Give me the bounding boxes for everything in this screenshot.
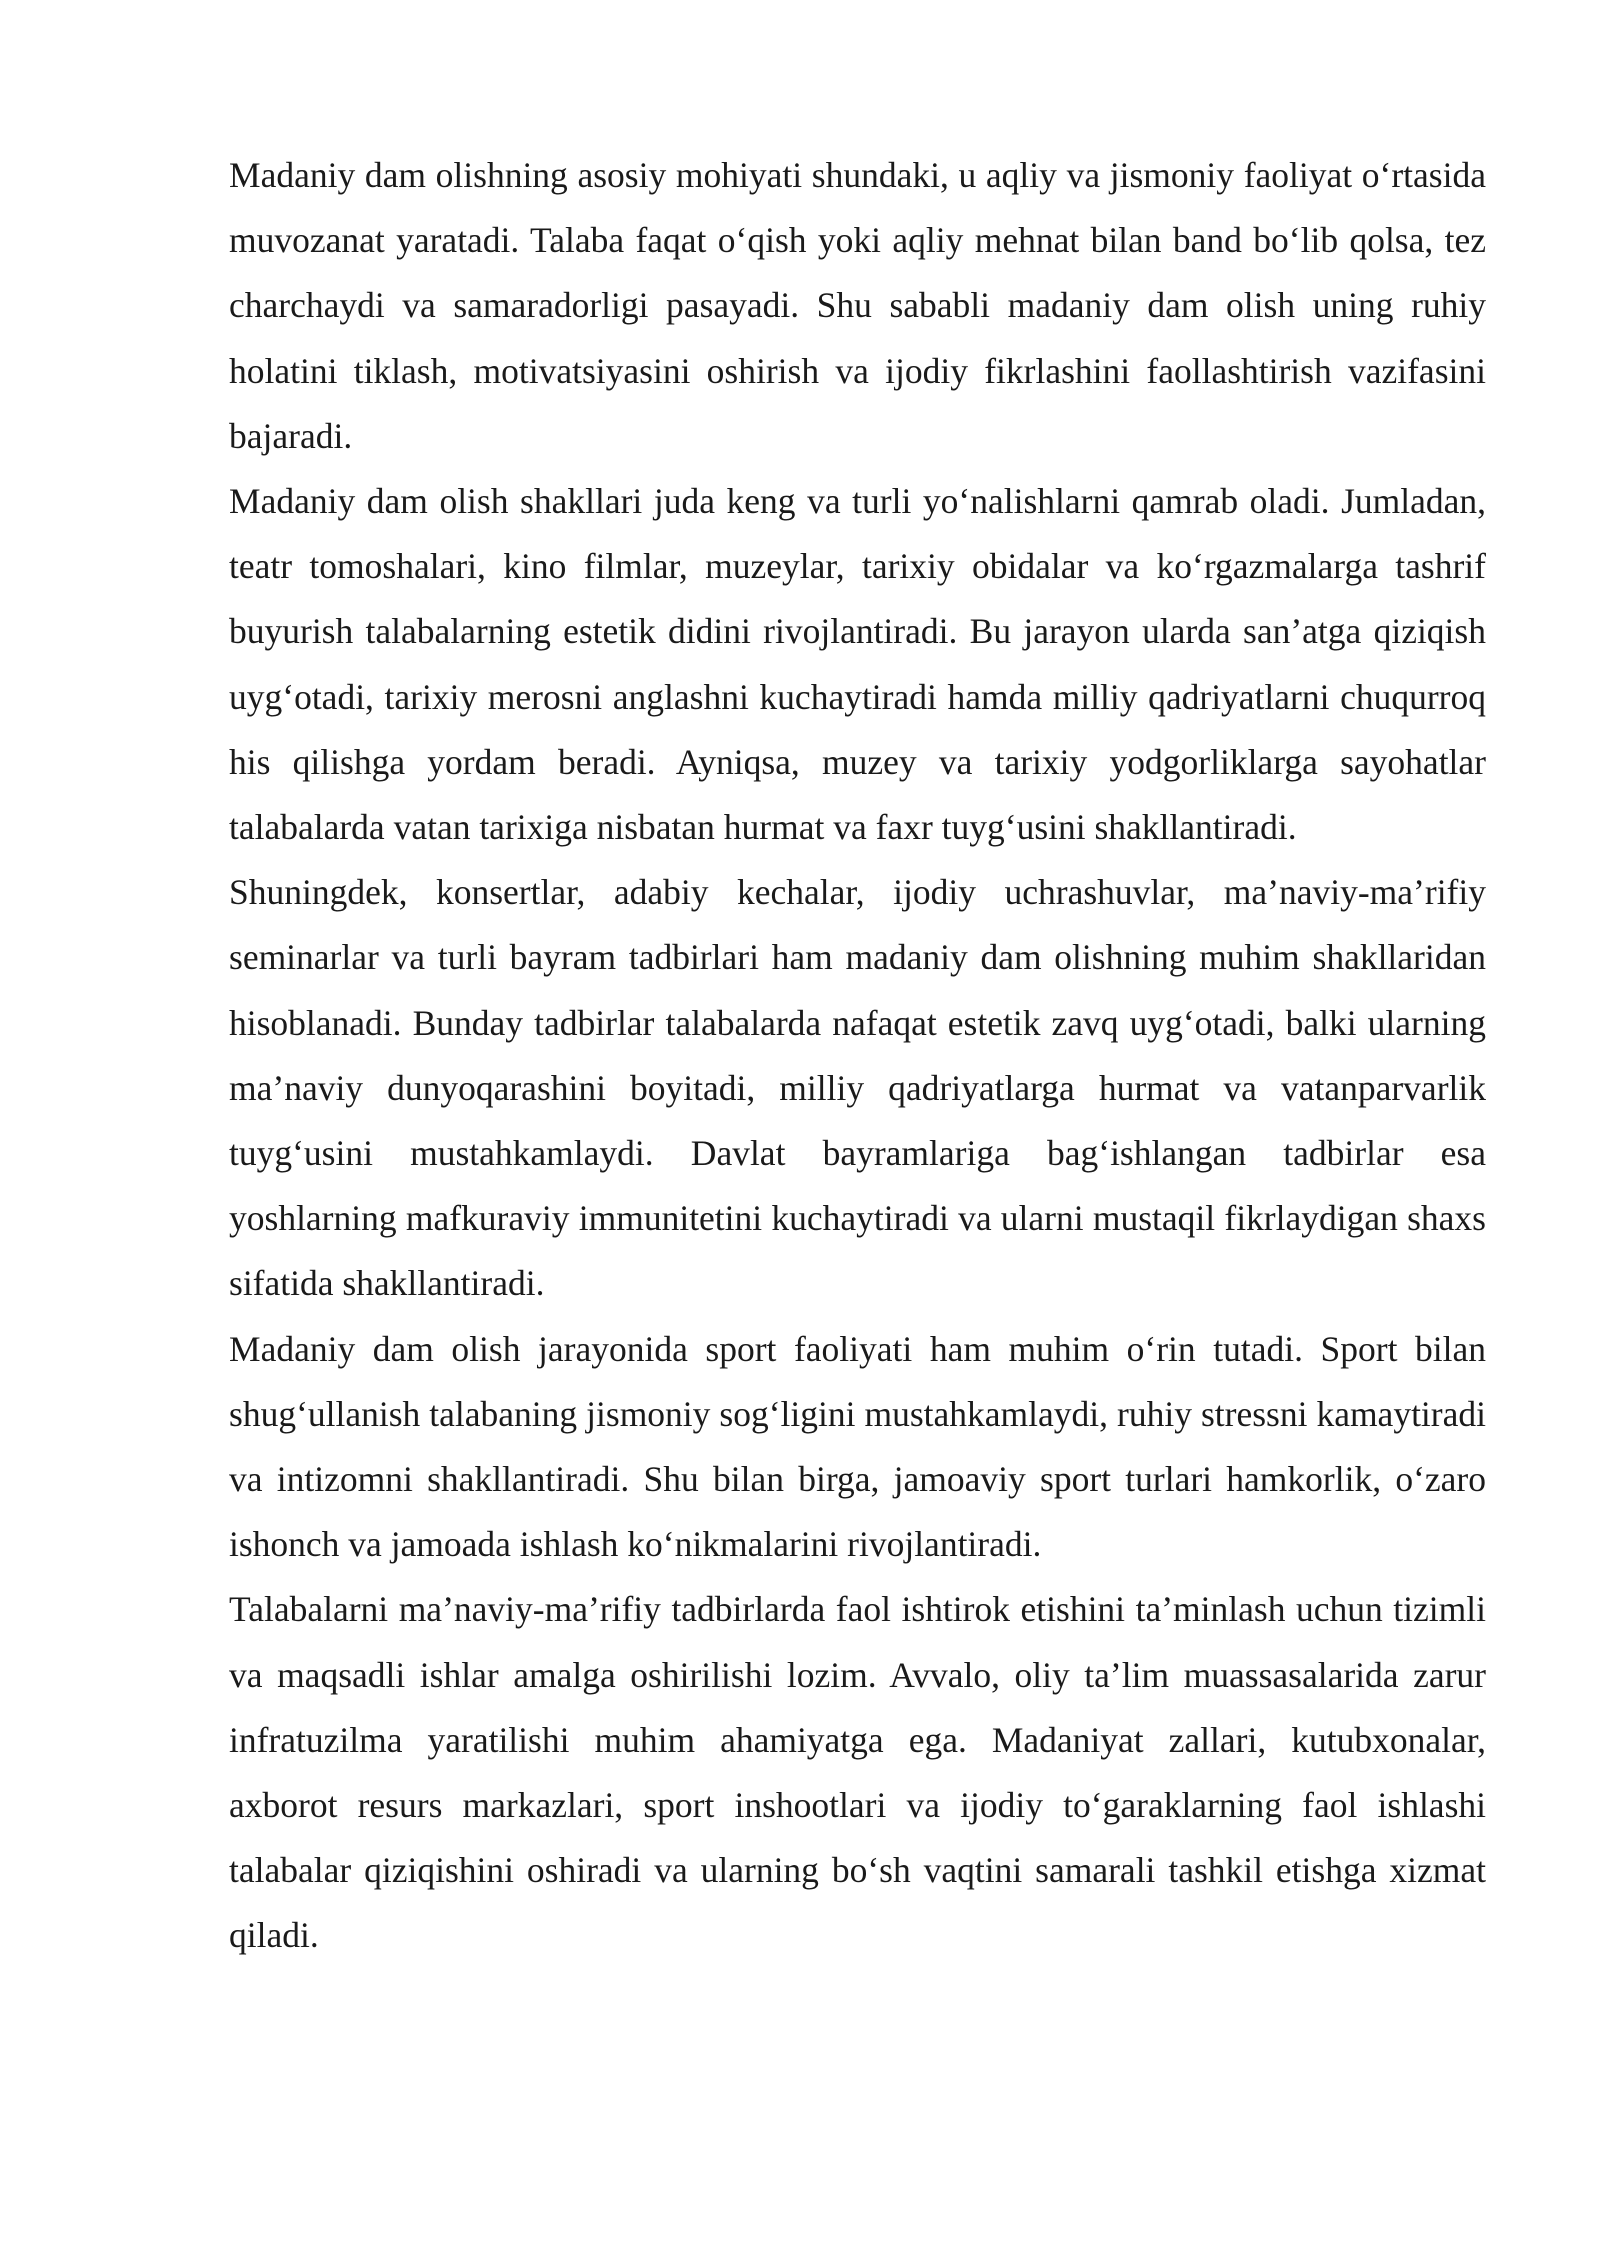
document-body: [229, 143, 1486, 1969]
paragraph-2: Madaniy dam olish shakllari juda keng va turli yo‘nalishlarni qamrab oladi. Jumladan, teatr tomoshalari, kino filmlar, muzeylar, tarixiy obidalar va ko‘rgazmalarga tashrif buyurish talabalarning estetik didini rivojlantiradi. Bu jarayon ularda san’atga qiziqish uyg‘otadi, tarixiy merosni anglashni kuchaytiradi hamda milliy qadriyatlarni chuqurroq his qilishga yordam beradi. Ayniqsa, muzey va tarixiy yodgorliklarga sayohatlar talabalarda vatan tarixiga nisbatan hurmat va faxr tuyg‘usini shakllantiradi.: [229, 481, 1486, 848]
paragraph-4: Madaniy dam olish jarayonida sport faoliyati ham muhim o‘rin tutadi. Sport bilan shug‘ullanish talabaning jismoniy sog‘ligini mustahkamlaydi, ruhiy stressni kamaytiradi va intizomni shakllantiradi. Shu bilan birga, jamoaviy sport turlari hamkorlik, o‘zaro ishonch va jamoada ishlash ko‘nikmalarini rivojlantiradi.: [229, 1328, 1486, 1565]
paragraph-3: Shuningdek, konsertlar, adabiy kechalar, ijodiy uchrashuvlar, ma’naviy-ma’rifiy seminarlar va turli bayram tadbirlari ham madaniy dam olishning muhim shakllaridan hisoblanadi. Bunday tadbirlar talabalarda nafaqat estetik zavq uyg‘otadi, balki ularning ma’naviy dunyoqarashini boyitadi, milliy qadriyatlarga hurmat va vatanparvarlik tuyg‘usini mustahkamlaydi. Davlat bayramlariga bag‘ishlangan tadbirlar esa yoshlarning mafkuraviy immunitetini kuchaytiradi va ularni mustaqil fikrlaydigan shaxs sifatida shakllantiradi.: [229, 872, 1486, 1304]
paragraph-5: Talabalarni ma’naviy-ma’rifiy tadbirlarda faol ishtirok etishini ta’minlash uchun tizimli va maqsadli ishlar amalga oshirilishi lozim. Avvalo, oliy ta’lim muassasalarida zarur infratuzilma yaratilishi muhim ahamiyatga ega. Madaniyat zallari, kutubxonalar, axborot resurs markazlari, sport inshootlari va ijodiy to‘garaklarning faol ishlashi talabalar qiziqishini oshiradi va ularning bo‘sh vaqtini samarali tashkil etishga xizmat qiladi.: [229, 1589, 1486, 1956]
paragraph-1: Madaniy dam olishning asosiy mohiyati shundaki, u aqliy va jismoniy faoliyat o‘rtasida muvozanat yaratadi. Talaba faqat o‘qish yoki aqliy mehnat bilan band bo‘lib qolsa, tez charchaydi va samaradorligi pasayadi. Shu sababli madaniy dam olish uning ruhiy holatini tiklash, motivatsiyasini oshirish va ijodiy fikrlashini faollashtirish vazifasini bajaradi.: [229, 155, 1486, 456]
